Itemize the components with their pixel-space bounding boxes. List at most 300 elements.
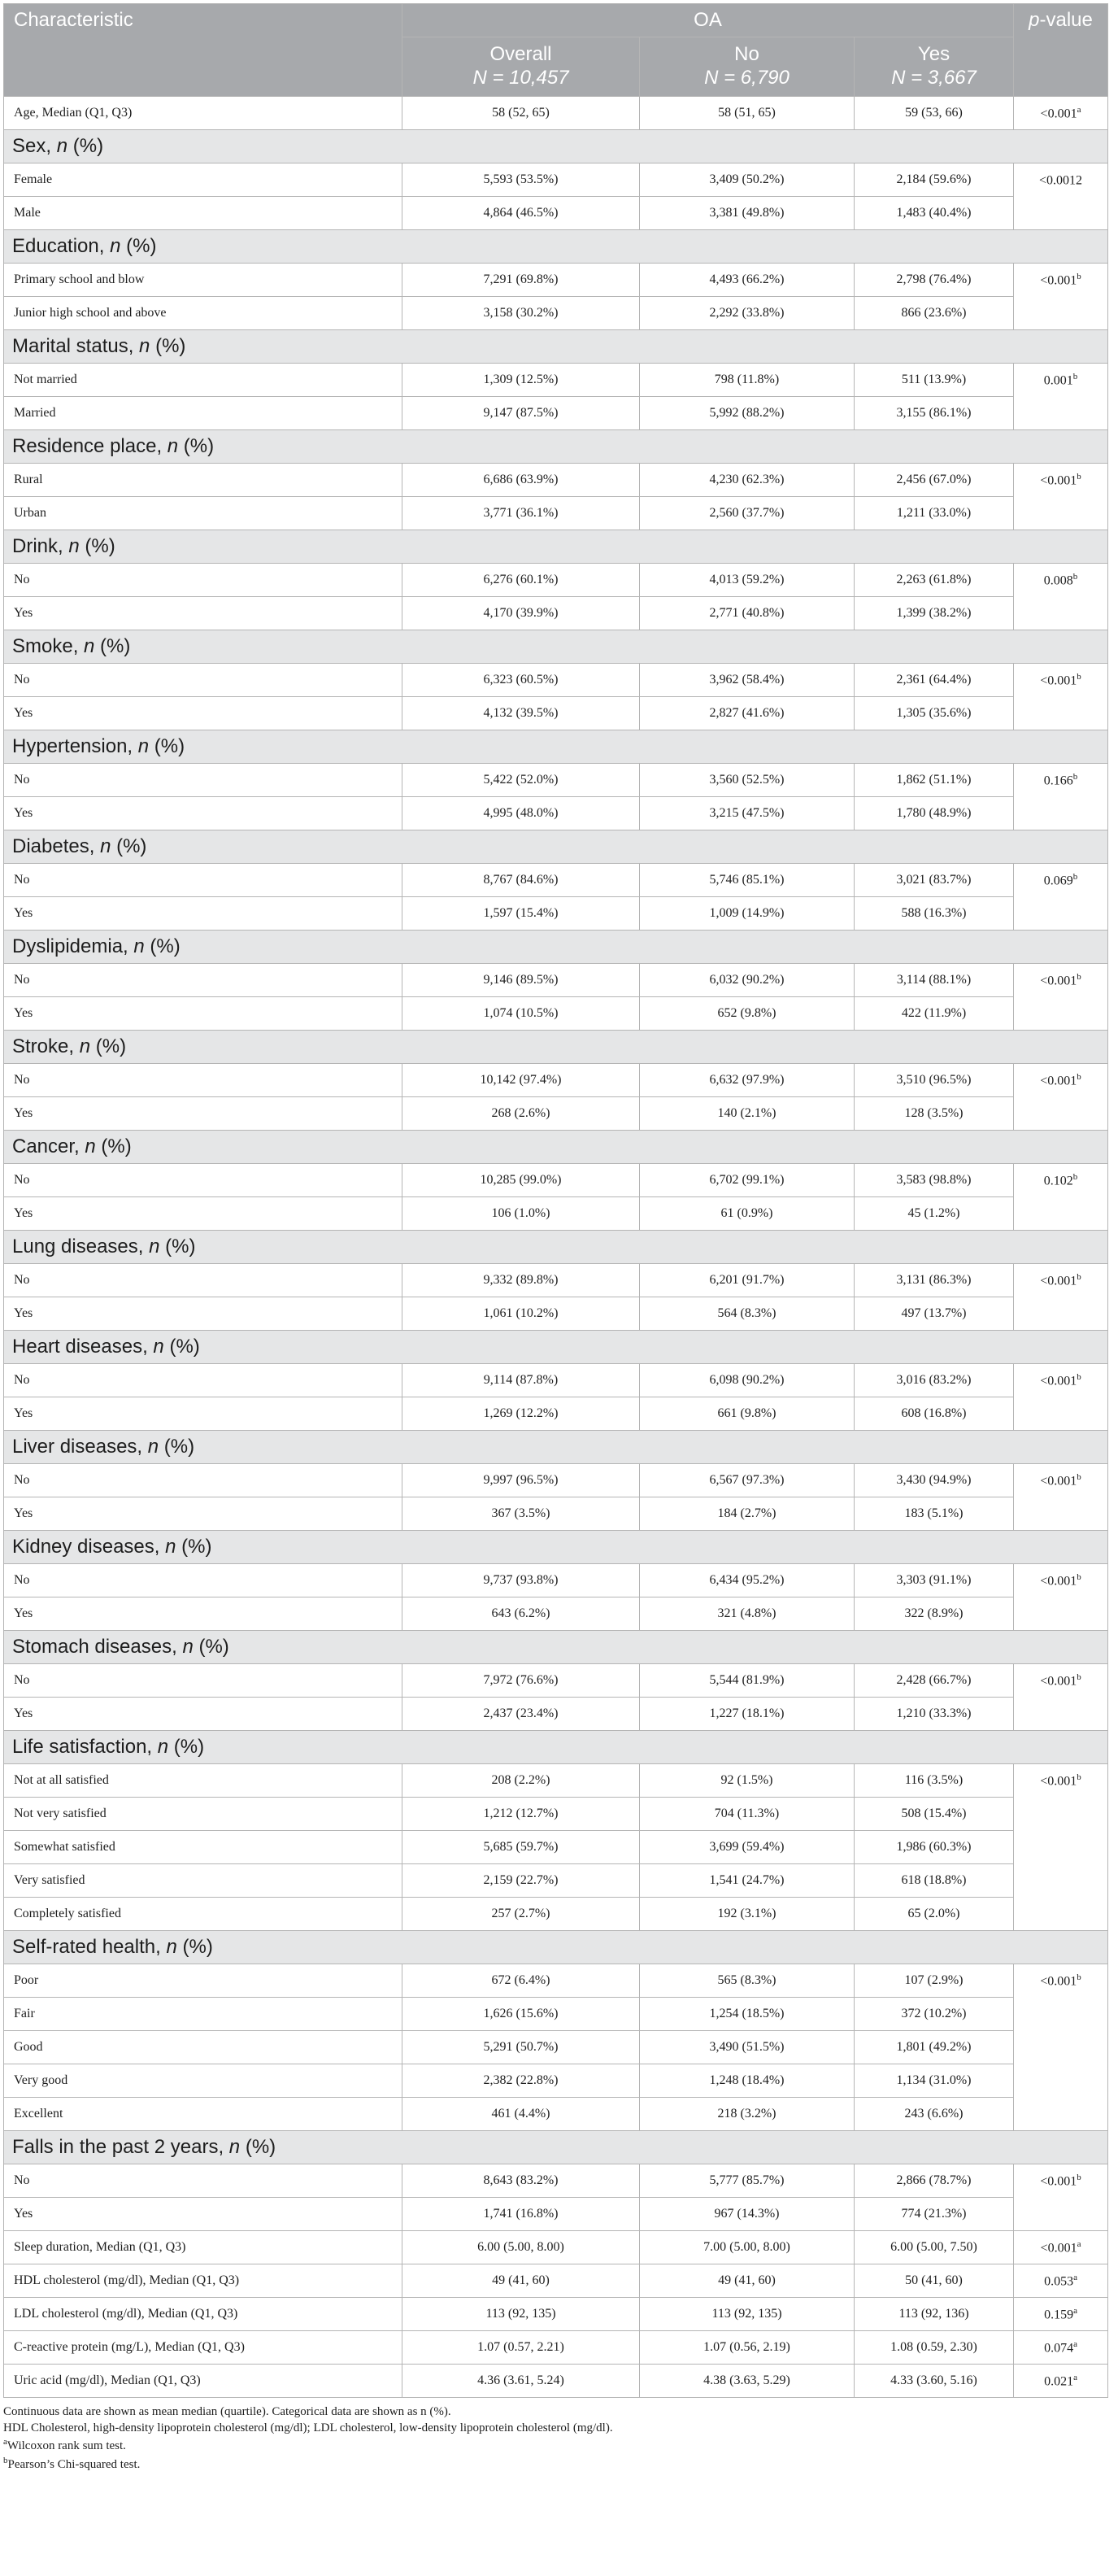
p-value-sup: a [1073, 2272, 1077, 2282]
section-title-italic: n [153, 1336, 164, 1358]
row-label: Yes [4, 1197, 402, 1231]
p-value-sup: b [1077, 472, 1081, 482]
section-title-italic: n [166, 1936, 177, 1958]
cell-value: 3,215 (47.5%) [640, 797, 855, 830]
table-row [4, 1864, 1108, 1898]
p-value-cell [1014, 264, 1108, 330]
cell-value: 92 (1.5%) [640, 1764, 855, 1798]
cell-value: 564 (8.3%) [640, 1297, 855, 1331]
cell-value: 1,597 (15.4%) [402, 897, 640, 931]
row-label: No [4, 664, 402, 697]
cell-value: 45 (1.2%) [855, 1197, 1014, 1231]
cell-value: 1,248 (18.4%) [640, 2064, 855, 2098]
row-label: Excellent [4, 2098, 402, 2131]
cell-value: 774 (21.3%) [855, 2198, 1014, 2231]
p-value-cell [1014, 1564, 1108, 1631]
table-row [4, 1698, 1108, 1731]
section-title-tail: (%) [168, 1736, 205, 1758]
cell-value: 2,560 (37.7%) [640, 497, 855, 530]
cell-value: 4.36 (3.61, 5.24) [402, 2365, 640, 2398]
cell-value: 8,767 (84.6%) [402, 864, 640, 897]
table-row [4, 2064, 1108, 2098]
p-value-cell [1014, 864, 1108, 931]
section-header-row [4, 1331, 1108, 1364]
cell-value: 652 (9.8%) [640, 997, 855, 1031]
p-value: 0.001 [1043, 373, 1073, 388]
cell-value: 3,510 (96.5%) [855, 1064, 1014, 1097]
table-page [0, 3, 1118, 2471]
p-value-cell [1014, 2298, 1108, 2331]
table-row [4, 1764, 1108, 1798]
section-title-tail: (%) [94, 635, 131, 657]
cell-value: 3,021 (83.7%) [855, 864, 1014, 897]
table-row [4, 2198, 1108, 2231]
row-label: Female [4, 163, 402, 197]
section-title-tail: (%) [144, 935, 181, 957]
row-label: Yes [4, 897, 402, 931]
table-row [4, 2331, 1108, 2365]
cell-value: 4,864 (46.5%) [402, 197, 640, 230]
cell-value: 208 (2.2%) [402, 1764, 640, 1798]
cell-value: 7,291 (69.8%) [402, 264, 640, 297]
cell-value: 3,155 (86.1%) [855, 397, 1014, 430]
section-title-italic: n [84, 635, 95, 657]
header-col-yes [855, 37, 1014, 97]
section-title-text: Kidney diseases, [12, 1536, 166, 1558]
cell-value: 1,862 (51.1%) [855, 764, 1014, 797]
section-title [4, 1731, 1108, 1764]
cell-value: 6,686 (63.9%) [402, 464, 640, 497]
table-row [4, 2264, 1108, 2298]
section-title-tail: (%) [178, 435, 215, 457]
p-value: <0.001 [1040, 1074, 1077, 1088]
p-value: <0.001 [1040, 1374, 1077, 1388]
p-value-sup: b [1077, 1772, 1081, 1782]
row-label: No [4, 964, 402, 997]
cell-value: 6,032 (90.2%) [640, 964, 855, 997]
cell-value: 2,456 (67.0%) [855, 464, 1014, 497]
cell-value: 1,305 (35.6%) [855, 697, 1014, 730]
section-header-row [4, 1131, 1108, 1164]
footnote-line2: HDL Cholesterol, high-density lipoprotein cholesterol (mg/dl); LDL cholesterol, low-density lipoprotein cholesterol (mg/dl). [3, 2421, 613, 2434]
table-row [4, 1397, 1108, 1431]
header-group-oa: OA [402, 4, 1014, 37]
row-label: No [4, 1164, 402, 1197]
row-label: Uric acid (mg/dl), Median (Q1, Q3) [4, 2365, 402, 2398]
p-value-sup: b [1072, 772, 1078, 782]
p-value: <0.001 [1040, 473, 1077, 488]
section-title-text: Dyslipidemia, [12, 935, 134, 957]
table-row [4, 564, 1108, 597]
cell-value: 6.00 (5.00, 8.00) [402, 2231, 640, 2264]
table-row [4, 1964, 1108, 1998]
table-row [4, 197, 1108, 230]
table-row [4, 264, 1108, 297]
table-row [4, 1564, 1108, 1597]
row-label: Yes [4, 1597, 402, 1631]
cell-value: 1.07 (0.57, 2.21) [402, 2331, 640, 2365]
table-row [4, 964, 1108, 997]
section-title [4, 1931, 1108, 1964]
cell-value: 2,866 (78.7%) [855, 2164, 1014, 2198]
p-value: <0.001 [1040, 1674, 1077, 1689]
footnote-a-mark: a [3, 2437, 7, 2447]
table-row [4, 1497, 1108, 1531]
row-label: Urban [4, 497, 402, 530]
row-label: No [4, 764, 402, 797]
p-value-sup: a [1073, 2372, 1077, 2382]
p-value-cell [1014, 664, 1108, 730]
row-label: Yes [4, 2198, 402, 2231]
cell-value: 4,493 (66.2%) [640, 264, 855, 297]
section-header-row [4, 1231, 1108, 1264]
table-row [4, 1664, 1108, 1698]
row-label: Not at all satisfied [4, 1764, 402, 1798]
p-value-cell [1014, 2331, 1108, 2365]
p-value-sup: b [1077, 2173, 1081, 2182]
cell-value: 2,159 (22.7%) [402, 1864, 640, 1898]
table-row [4, 464, 1108, 497]
cell-value: 5,746 (85.1%) [640, 864, 855, 897]
row-label: Not married [4, 364, 402, 397]
cell-value: 184 (2.7%) [640, 1497, 855, 1531]
table-row [4, 1264, 1108, 1297]
section-title [4, 330, 1108, 364]
cell-value: 2,771 (40.8%) [640, 597, 855, 630]
table-row [4, 497, 1108, 530]
table-row [4, 1998, 1108, 2031]
p-value-sup: a [1073, 2305, 1077, 2316]
cell-value: 1,483 (40.4%) [855, 197, 1014, 230]
cell-value: 9,146 (89.5%) [402, 964, 640, 997]
cell-value: 3,158 (30.2%) [402, 297, 640, 330]
row-label: Very good [4, 2064, 402, 2098]
cell-value: 116 (3.5%) [855, 1764, 1014, 1798]
section-header-row [4, 1631, 1108, 1664]
section-header-row [4, 130, 1108, 163]
section-title [4, 1031, 1108, 1064]
section-header-row [4, 1531, 1108, 1564]
section-title-text: Drink, [12, 535, 69, 557]
cell-value: 6,098 (90.2%) [640, 1364, 855, 1397]
p-value-sup: b [1077, 1972, 1081, 1982]
cell-value: 10,285 (99.0%) [402, 1164, 640, 1197]
section-title-italic: n [147, 1436, 159, 1458]
header-col-n: N = 3,667 [891, 67, 977, 89]
section-title [4, 1631, 1108, 1664]
p-value: <0.001 [1040, 1974, 1077, 1989]
p-value: 0.069 [1043, 874, 1073, 888]
section-title [4, 1131, 1108, 1164]
cell-value: 50 (41, 60) [855, 2264, 1014, 2298]
section-title-text: Lung diseases, [12, 1236, 150, 1257]
cell-value: 3,490 (51.5%) [640, 2031, 855, 2064]
row-label: LDL cholesterol (mg/dl), Median (Q1, Q3) [4, 2298, 402, 2331]
cell-value: 243 (6.6%) [855, 2098, 1014, 2131]
cell-value: 2,263 (61.8%) [855, 564, 1014, 597]
cell-value: 565 (8.3%) [640, 1964, 855, 1998]
cell-value: 6,323 (60.5%) [402, 664, 640, 697]
p-value-cell [1014, 464, 1108, 530]
section-title-italic: n [137, 735, 150, 757]
cell-value: 661 (9.8%) [640, 1397, 855, 1431]
cell-value: 6,434 (95.2%) [640, 1564, 855, 1597]
section-title-italic: n [182, 1636, 194, 1658]
p-value: 0.008 [1043, 573, 1073, 588]
section-title-tail: (%) [176, 1536, 212, 1558]
table-row [4, 2098, 1108, 2131]
cell-value: 6,567 (97.3%) [640, 1464, 855, 1497]
p-value: <0.001 [1040, 1774, 1077, 1789]
section-header-row [4, 1431, 1108, 1464]
header-col-name: Overall [489, 43, 552, 66]
section-header-row [4, 1931, 1108, 1964]
section-title [4, 1431, 1108, 1464]
section-header-row [4, 1031, 1108, 1064]
cell-value: 1,074 (10.5%) [402, 997, 640, 1031]
row-label: No [4, 1464, 402, 1497]
table-row [4, 297, 1108, 330]
section-title-italic: n [139, 335, 150, 357]
p-value-cell [1014, 1164, 1108, 1231]
p-value-sup: b [1077, 1672, 1081, 1682]
section-title-tail: (%) [163, 1336, 200, 1358]
header-col-name: No [734, 43, 759, 66]
section-title-text: Life satisfaction, [12, 1736, 158, 1758]
p-value-cell [1014, 1464, 1108, 1531]
section-header-row [4, 931, 1108, 964]
cell-value: 321 (4.8%) [640, 1597, 855, 1631]
section-title-tail: (%) [176, 1936, 213, 1958]
cell-value: 5,544 (81.9%) [640, 1664, 855, 1698]
p-value-sup: b [1072, 1172, 1078, 1182]
section-header-row [4, 730, 1108, 764]
row-label: Completely satisfied [4, 1898, 402, 1931]
cell-value: 9,114 (87.8%) [402, 1364, 640, 1397]
section-title [4, 830, 1108, 864]
cell-value: 1,061 (10.2%) [402, 1297, 640, 1331]
row-label: Good [4, 2031, 402, 2064]
cell-value: 1,626 (15.6%) [402, 1998, 640, 2031]
row-label: Not very satisfied [4, 1798, 402, 1831]
cell-value: 5,685 (59.7%) [402, 1831, 640, 1864]
cell-value: 3,771 (36.1%) [402, 497, 640, 530]
table-row [4, 597, 1108, 630]
cell-value: 49 (41, 60) [640, 2264, 855, 2298]
row-label: Junior high school and above [4, 297, 402, 330]
section-title-text: Education, [12, 235, 111, 257]
section-header-row [4, 230, 1108, 264]
cell-value: 1,269 (12.2%) [402, 1397, 640, 1431]
cell-value: 9,737 (93.8%) [402, 1564, 640, 1597]
p-value: 0.053 [1044, 2274, 1074, 2289]
table-row [4, 1297, 1108, 1331]
cell-value: 1,211 (33.0%) [855, 497, 1014, 530]
cell-value: 588 (16.3%) [855, 897, 1014, 931]
row-label: Yes [4, 1397, 402, 1431]
p-value-sup: a [1077, 104, 1081, 115]
row-label: Yes [4, 1297, 402, 1331]
cell-value: 618 (18.8%) [855, 1864, 1014, 1898]
section-title [4, 430, 1108, 464]
section-title-italic: n [133, 935, 145, 957]
section-title-tail: (%) [120, 235, 157, 257]
cell-value: 113 (92, 136) [855, 2298, 1014, 2331]
row-label: No [4, 1264, 402, 1297]
table-row [4, 664, 1108, 697]
section-title-text: Sex, [12, 135, 57, 157]
footnote-b-text: Pearson’s Chi-squared test. [7, 2457, 141, 2471]
section-title-tail: (%) [159, 1436, 195, 1458]
cell-value: 497 (13.7%) [855, 1297, 1014, 1331]
p-value-sup: b [1077, 1072, 1081, 1082]
section-title-tail: (%) [111, 835, 147, 857]
header-col-n: N = 10,457 [472, 67, 569, 89]
table-row [4, 1097, 1108, 1131]
p-value: <0.001 [1040, 2174, 1077, 2189]
cell-value: 65 (2.0%) [855, 1898, 1014, 1931]
section-title-tail: (%) [193, 1636, 229, 1658]
section-title [4, 1231, 1108, 1264]
table-row [4, 897, 1108, 931]
row-label: Age, Median (Q1, Q3) [4, 97, 402, 130]
p-value-sup: b [1072, 572, 1078, 582]
row-label: Very satisfied [4, 1864, 402, 1898]
characteristics-table [3, 3, 1108, 2398]
row-label: No [4, 864, 402, 897]
cell-value: 5,422 (52.0%) [402, 764, 640, 797]
p-value-sup: b [1077, 1272, 1081, 1282]
cell-value: 1,801 (49.2%) [855, 2031, 1014, 2064]
p-value-cell [1014, 564, 1108, 630]
section-title-tail: (%) [149, 735, 185, 757]
row-label: Yes [4, 697, 402, 730]
section-title-text: Residence place, [12, 435, 167, 457]
section-title [4, 1331, 1108, 1364]
cell-value: 1,741 (16.8%) [402, 2198, 640, 2231]
table-row [4, 1597, 1108, 1631]
row-label: Rural [4, 464, 402, 497]
p-value-sup: a [1073, 2338, 1077, 2349]
cell-value: 218 (3.2%) [640, 2098, 855, 2131]
cell-value: 268 (2.6%) [402, 1097, 640, 1131]
cell-value: 2,361 (64.4%) [855, 664, 1014, 697]
section-header-row [4, 2131, 1108, 2164]
table-row [4, 797, 1108, 830]
table-row [4, 1798, 1108, 1831]
table-row [4, 1364, 1108, 1397]
table-row [4, 1464, 1108, 1497]
section-title-italic: n [79, 1035, 91, 1057]
footnote-a-text: Wilcoxon rank sum test. [7, 2439, 126, 2452]
p-value-cell [1014, 764, 1108, 830]
cell-value: 672 (6.4%) [402, 1964, 640, 1998]
row-label: Married [4, 397, 402, 430]
cell-value: 3,409 (50.2%) [640, 163, 855, 197]
header-characteristic: Characteristic [4, 4, 402, 97]
section-title-italic: n [149, 1236, 160, 1257]
p-value: <0.001 [1040, 2241, 1077, 2256]
row-label: Somewhat satisfied [4, 1831, 402, 1864]
table-row [4, 97, 1108, 130]
cell-value: 608 (16.8%) [855, 1397, 1014, 1431]
cell-value: 1,212 (12.7%) [402, 1798, 640, 1831]
footnote-line1: Continuous data are shown as mean median (quartile). Categorical data are shown as n (%). [3, 2405, 451, 2418]
section-title-italic: n [56, 135, 68, 157]
section-title-tail: (%) [67, 135, 104, 157]
table-row [4, 997, 1108, 1031]
cell-value: 1,780 (48.9%) [855, 797, 1014, 830]
row-label: Yes [4, 1497, 402, 1531]
cell-value: 4,132 (39.5%) [402, 697, 640, 730]
cell-value: 3,131 (86.3%) [855, 1264, 1014, 1297]
row-label: No [4, 2164, 402, 2198]
p-value-cell [1014, 163, 1108, 230]
section-title-text: Hypertension, [12, 735, 138, 757]
row-label: No [4, 1364, 402, 1397]
cell-value: 107 (2.9%) [855, 1964, 1014, 1998]
cell-value: 6,201 (91.7%) [640, 1264, 855, 1297]
row-label: Sleep duration, Median (Q1, Q3) [4, 2231, 402, 2264]
row-label: Primary school and blow [4, 264, 402, 297]
cell-value: 9,332 (89.8%) [402, 1264, 640, 1297]
p-value-sup: a [1077, 2238, 1081, 2249]
table-row [4, 2031, 1108, 2064]
header-pvalue [1014, 4, 1108, 97]
cell-value: 2,292 (33.8%) [640, 297, 855, 330]
cell-value: 511 (13.9%) [855, 364, 1014, 397]
cell-value: 58 (52, 65) [402, 97, 640, 130]
cell-value: 6,702 (99.1%) [640, 1164, 855, 1197]
p-value: <0.001 [1040, 974, 1077, 988]
p-value: <0.001 [1040, 273, 1077, 288]
header-col-no [640, 37, 855, 97]
cell-value: 1,986 (60.3%) [855, 1831, 1014, 1864]
section-title [4, 530, 1108, 564]
section-title-text: Liver diseases, [12, 1436, 148, 1458]
section-title-italic: n [85, 1135, 96, 1157]
row-label: HDL cholesterol (mg/dl), Median (Q1, Q3) [4, 2264, 402, 2298]
row-label: Yes [4, 1698, 402, 1731]
section-title-text: Stroke, [12, 1035, 80, 1057]
cell-value: 1,541 (24.7%) [640, 1864, 855, 1898]
section-header-row [4, 830, 1108, 864]
p-value-cell [1014, 964, 1108, 1031]
cell-value: 2,798 (76.4%) [855, 264, 1014, 297]
p-value-cell [1014, 1264, 1108, 1331]
cell-value: 967 (14.3%) [640, 2198, 855, 2231]
section-title [4, 730, 1108, 764]
p-value: <0.001 [1040, 1574, 1077, 1589]
section-title-tail: (%) [95, 1135, 132, 1157]
p-value-sup: b [1077, 1372, 1081, 1382]
p-value: <0.0012 [1039, 173, 1083, 188]
cell-value: 140 (2.1%) [640, 1097, 855, 1131]
section-title-tail: (%) [79, 535, 115, 557]
section-header-row [4, 1731, 1108, 1764]
footnote-a [3, 2436, 613, 2455]
p-value: <0.001 [1040, 107, 1077, 121]
table-row [4, 2365, 1108, 2398]
p-value-cell [1014, 2264, 1108, 2298]
cell-value: 10,142 (97.4%) [402, 1064, 640, 1097]
cell-value: 866 (23.6%) [855, 297, 1014, 330]
row-label: Male [4, 197, 402, 230]
cell-value: 1.07 (0.56, 2.19) [640, 2331, 855, 2365]
p-value-cell [1014, 1364, 1108, 1431]
p-value-cell [1014, 2231, 1108, 2264]
cell-value: 4.38 (3.63, 5.29) [640, 2365, 855, 2398]
